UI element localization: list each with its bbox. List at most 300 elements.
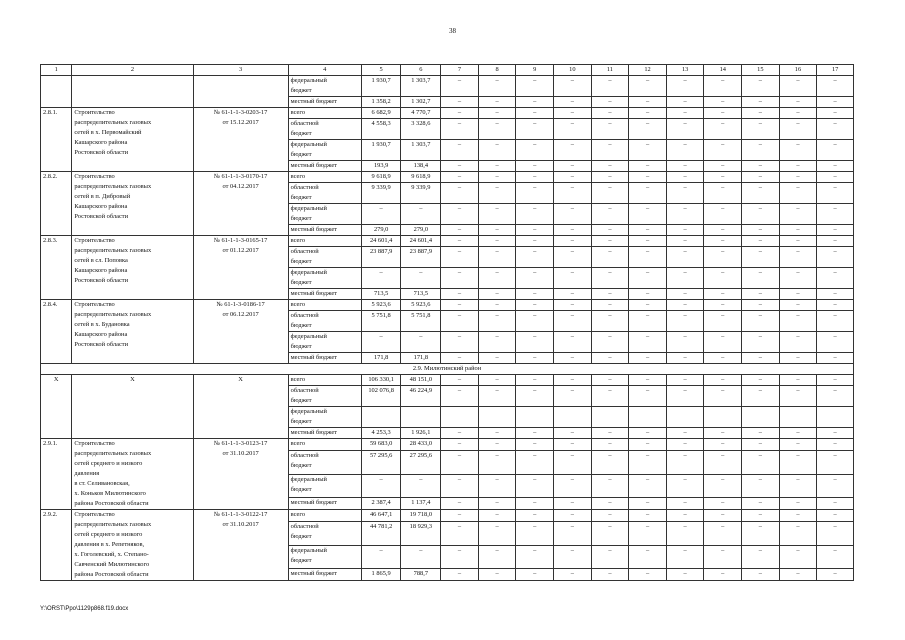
- value-col15: –: [742, 172, 780, 183]
- value-col17: –: [817, 545, 854, 568]
- value-col7: –: [441, 497, 479, 509]
- value-col13: –: [666, 183, 704, 204]
- value-col6: 1 926,1: [401, 428, 441, 439]
- cell-line: распределительных газовых: [74, 311, 152, 318]
- value-col8: –: [478, 451, 516, 474]
- value-col9: –: [516, 108, 554, 119]
- value-col13: –: [666, 119, 704, 140]
- value-col10: –: [554, 332, 592, 353]
- value-col10: –: [554, 225, 592, 236]
- value-col10: –: [554, 289, 592, 300]
- value-col9: –: [516, 522, 554, 545]
- value-col17: –: [817, 428, 854, 439]
- page-number: 38: [449, 27, 456, 35]
- value-col12: –: [629, 311, 667, 332]
- cell-line: областной: [290, 120, 319, 127]
- value-col12: –: [629, 172, 667, 183]
- value-col11: –: [591, 386, 629, 407]
- value-col16: –: [779, 497, 817, 509]
- value-col12: –: [629, 439, 667, 451]
- funding-source: [288, 183, 361, 204]
- value-col9: –: [516, 353, 554, 364]
- value-col10: –: [554, 161, 592, 172]
- cell-line: бюджет: [290, 343, 312, 350]
- value-col14: –: [704, 225, 742, 236]
- value-col7: –: [441, 97, 479, 108]
- value-col5: 24 601,4: [361, 236, 401, 247]
- cell-line: бюджет: [290, 533, 312, 541]
- cell-line: х. Гоголевский, х. Степано-: [74, 551, 149, 558]
- item-name: [72, 236, 193, 300]
- value-col12: –: [629, 568, 667, 580]
- value-col15: –: [742, 289, 780, 300]
- cell-line: всего: [290, 301, 306, 308]
- value-col10: –: [554, 311, 592, 332]
- value-col9: –: [516, 510, 554, 522]
- funding-source: [288, 247, 361, 268]
- value-col7: –: [441, 172, 479, 183]
- value-col13: –: [666, 451, 704, 474]
- value-col9: –: [516, 172, 554, 183]
- cell-line: федеральный: [290, 475, 327, 483]
- funding-source: [288, 289, 361, 300]
- value-col11: –: [591, 439, 629, 451]
- funding-source: [288, 386, 361, 407]
- value-col17: –: [817, 289, 854, 300]
- header-cell: 17: [817, 65, 854, 76]
- value-col12: –: [629, 300, 667, 311]
- value-col9: –: [516, 140, 554, 161]
- value-col5: –: [361, 474, 401, 497]
- value-col5: 171,8: [361, 353, 401, 364]
- value-col7: –: [441, 332, 479, 353]
- cell-line: областной: [290, 248, 319, 255]
- value-col17: –: [817, 140, 854, 161]
- value-col12: –: [629, 497, 667, 509]
- value-col8: –: [478, 300, 516, 311]
- value-col14: –: [704, 332, 742, 353]
- value-col14: –: [704, 289, 742, 300]
- table-row: [41, 76, 854, 97]
- value-col16: –: [779, 76, 817, 97]
- cell-line: местный бюджет: [290, 498, 337, 506]
- funding-source: [288, 172, 361, 183]
- value-col15: –: [742, 510, 780, 522]
- value-col8: –: [478, 428, 516, 439]
- item-code: Х: [41, 375, 72, 439]
- item-code: 2.9.1.: [41, 439, 72, 510]
- value-col8: –: [478, 76, 516, 97]
- value-col16: –: [779, 97, 817, 108]
- item-document: [193, 236, 288, 300]
- value-col10: –: [554, 119, 592, 140]
- value-col6: 3 328,6: [401, 119, 441, 140]
- value-col14: –: [704, 428, 742, 439]
- budget-table: [40, 64, 854, 581]
- value-col13: –: [666, 510, 704, 522]
- value-col8: –: [478, 247, 516, 268]
- value-col16: –: [779, 247, 817, 268]
- value-col8: [478, 407, 516, 428]
- cell-line: бюджет: [290, 87, 312, 94]
- value-col7: –: [441, 204, 479, 225]
- cell-line: Кашарского района: [74, 139, 128, 146]
- header-cell: 16: [779, 65, 817, 76]
- item-document: [193, 172, 288, 236]
- value-col5: [361, 407, 401, 428]
- value-col16: [779, 407, 817, 428]
- value-col15: –: [742, 474, 780, 497]
- value-col8: –: [478, 119, 516, 140]
- value-col13: –: [666, 172, 704, 183]
- header-cell: 14: [704, 65, 742, 76]
- value-col13: –: [666, 386, 704, 407]
- value-col14: –: [704, 97, 742, 108]
- value-col15: –: [742, 204, 780, 225]
- value-col14: –: [704, 375, 742, 386]
- funding-source: [288, 108, 361, 119]
- value-col9: –: [516, 451, 554, 474]
- value-col15: –: [742, 522, 780, 545]
- value-col10: –: [554, 522, 592, 545]
- value-col5: 713,5: [361, 289, 401, 300]
- value-col9: –: [516, 289, 554, 300]
- cell-line: бюджет: [290, 130, 312, 137]
- value-col8: –: [478, 97, 516, 108]
- value-col17: –: [817, 108, 854, 119]
- value-col9: –: [516, 332, 554, 353]
- value-col6: –: [401, 204, 441, 225]
- item-name: [72, 375, 193, 439]
- value-col10: –: [554, 353, 592, 364]
- value-col8: –: [478, 140, 516, 161]
- value-col10: –: [554, 474, 592, 497]
- value-col5: 279,0: [361, 225, 401, 236]
- value-col5: 57 295,6: [361, 451, 401, 474]
- value-col11: –: [591, 172, 629, 183]
- value-col12: –: [629, 332, 667, 353]
- value-col15: –: [742, 97, 780, 108]
- cell-line: х. Коньков Милютинского: [74, 490, 146, 497]
- value-col11: –: [591, 204, 629, 225]
- cell-line: района Ростовской области: [74, 571, 149, 578]
- value-col7: –: [441, 225, 479, 236]
- funding-source: [288, 568, 361, 580]
- value-col7: –: [441, 474, 479, 497]
- value-col14: –: [704, 311, 742, 332]
- funding-source: [288, 545, 361, 568]
- value-col13: –: [666, 439, 704, 451]
- value-col5: 5 923,6: [361, 300, 401, 311]
- value-col13: –: [666, 522, 704, 545]
- cell-line: бюджет: [290, 322, 312, 329]
- value-col12: –: [629, 474, 667, 497]
- item-name: [72, 300, 193, 364]
- value-col9: [516, 407, 554, 428]
- cell-line: бюджет: [290, 462, 312, 470]
- value-col17: –: [817, 353, 854, 364]
- value-col15: –: [742, 353, 780, 364]
- funding-source: [288, 204, 361, 225]
- cell-line: Х: [238, 376, 243, 383]
- value-col16: –: [779, 161, 817, 172]
- cell-line: № 61-1-1-3-0170-17: [213, 173, 268, 180]
- value-col11: –: [591, 451, 629, 474]
- funding-source: [288, 119, 361, 140]
- value-col13: –: [666, 76, 704, 97]
- section-title-row: [41, 364, 854, 375]
- value-col13: –: [666, 225, 704, 236]
- value-col6: 18 929,3: [401, 522, 441, 545]
- value-col13: –: [666, 140, 704, 161]
- value-col17: –: [817, 375, 854, 386]
- value-col7: –: [441, 300, 479, 311]
- value-col12: [629, 407, 667, 428]
- cell-line: федеральный: [290, 546, 327, 554]
- cell-line: № 61-1-1-3-0203-17: [213, 109, 268, 116]
- cell-line: областной: [290, 387, 319, 394]
- section-title: 2.9. Милютинский район: [41, 364, 854, 375]
- value-col10: –: [554, 108, 592, 119]
- value-col6: 23 887,9: [401, 247, 441, 268]
- value-col17: –: [817, 183, 854, 204]
- value-col11: –: [591, 300, 629, 311]
- value-col14: –: [704, 510, 742, 522]
- value-col12: –: [629, 428, 667, 439]
- funding-source: [288, 311, 361, 332]
- value-col15: [742, 407, 780, 428]
- value-col10: –: [554, 451, 592, 474]
- cell-line: всего: [290, 173, 306, 180]
- cell-line: федеральный: [290, 269, 327, 276]
- cell-line: Ростовской области: [74, 341, 129, 348]
- value-col8: –: [478, 375, 516, 386]
- value-col8: –: [478, 225, 516, 236]
- value-col12: –: [629, 451, 667, 474]
- header-cell: 15: [742, 65, 780, 76]
- item-name: [72, 510, 193, 581]
- header-cell: 12: [629, 65, 667, 76]
- value-col5: –: [361, 204, 401, 225]
- value-col7: –: [441, 183, 479, 204]
- cell-line: местный бюджет: [290, 226, 337, 233]
- item-code: 2.8.1.: [41, 108, 72, 172]
- value-col8: –: [478, 108, 516, 119]
- value-col16: –: [779, 204, 817, 225]
- cell-line: от 31.10.2017: [222, 521, 259, 528]
- value-col6: –: [401, 268, 441, 289]
- value-col13: –: [666, 204, 704, 225]
- value-col6: 27 295,6: [401, 451, 441, 474]
- value-col16: –: [779, 268, 817, 289]
- funding-source: [288, 353, 361, 364]
- value-col17: –: [817, 451, 854, 474]
- value-col10: –: [554, 386, 592, 407]
- value-col7: [441, 407, 479, 428]
- value-col6: [401, 407, 441, 428]
- value-col6: –: [401, 474, 441, 497]
- funding-source: [288, 510, 361, 522]
- value-col9: –: [516, 119, 554, 140]
- value-col5: 1 358,2: [361, 97, 401, 108]
- value-col5: 2 387,4: [361, 497, 401, 509]
- value-col7: –: [441, 76, 479, 97]
- cell-line: № 61-1-1-3-0123-17: [213, 440, 268, 447]
- cell-line: № 61-1-3-0186-17: [216, 301, 265, 308]
- value-col17: –: [817, 172, 854, 183]
- value-col8: –: [478, 311, 516, 332]
- value-col12: –: [629, 108, 667, 119]
- header-cell: 6: [401, 65, 441, 76]
- cell-line: бюджет: [290, 194, 312, 201]
- cell-line: Ростовской области: [74, 149, 129, 156]
- item-code: 2.8.2.: [41, 172, 72, 236]
- value-col14: [704, 407, 742, 428]
- value-col17: –: [817, 268, 854, 289]
- value-col6: 1 303,7: [401, 140, 441, 161]
- value-col6: 9 339,9: [401, 183, 441, 204]
- value-col14: –: [704, 119, 742, 140]
- value-col8: –: [478, 204, 516, 225]
- value-col6: 9 618,9: [401, 172, 441, 183]
- value-col13: –: [666, 474, 704, 497]
- value-col13: –: [666, 568, 704, 580]
- value-col6: 1 137,4: [401, 497, 441, 509]
- value-col5: 44 781,2: [361, 522, 401, 545]
- value-col12: –: [629, 225, 667, 236]
- value-col5: 1 865,9: [361, 568, 401, 580]
- value-col7: –: [441, 140, 479, 161]
- cell-line: местный бюджет: [290, 569, 337, 577]
- value-col10: –: [554, 428, 592, 439]
- value-col6: 19 718,0: [401, 510, 441, 522]
- value-col14: –: [704, 268, 742, 289]
- value-col10: –: [554, 183, 592, 204]
- value-col6: 48 151,0: [401, 375, 441, 386]
- value-col13: –: [666, 497, 704, 509]
- value-col16: –: [779, 183, 817, 204]
- funding-source: [288, 439, 361, 451]
- value-col8: –: [478, 522, 516, 545]
- value-col13: –: [666, 236, 704, 247]
- value-col5: 102 076,8: [361, 386, 401, 407]
- item-code: 2.8.4.: [41, 300, 72, 364]
- value-col8: –: [478, 568, 516, 580]
- value-col8: –: [478, 289, 516, 300]
- cell-line: бюджет: [290, 215, 312, 222]
- value-col11: –: [591, 236, 629, 247]
- value-col5: 9 339,9: [361, 183, 401, 204]
- cell-line: федеральный: [290, 77, 327, 84]
- value-col17: [817, 407, 854, 428]
- value-col11: –: [591, 268, 629, 289]
- value-col17: –: [817, 522, 854, 545]
- value-col7: –: [441, 268, 479, 289]
- value-col12: –: [629, 97, 667, 108]
- value-col16: –: [779, 332, 817, 353]
- value-col16: –: [779, 172, 817, 183]
- value-col15: –: [742, 183, 780, 204]
- cell-line: Ростовской области: [74, 277, 129, 284]
- value-col16: –: [779, 140, 817, 161]
- value-col13: –: [666, 161, 704, 172]
- value-col15: –: [742, 161, 780, 172]
- header-cell: 3: [193, 65, 288, 76]
- value-col16: –: [779, 545, 817, 568]
- value-col13: –: [666, 108, 704, 119]
- value-col8: –: [478, 439, 516, 451]
- value-col14: –: [704, 497, 742, 509]
- value-col13: –: [666, 353, 704, 364]
- item-name: [72, 108, 193, 172]
- value-col9: –: [516, 300, 554, 311]
- value-col9: –: [516, 474, 554, 497]
- cell-line: сетей среднего и низкого: [74, 531, 143, 538]
- value-col5: 106 330,1: [361, 375, 401, 386]
- value-col10: –: [554, 204, 592, 225]
- value-col9: –: [516, 386, 554, 407]
- value-col14: –: [704, 172, 742, 183]
- item-name: [72, 439, 193, 510]
- cell-line: всего: [290, 376, 306, 383]
- value-col9: –: [516, 183, 554, 204]
- value-col16: –: [779, 386, 817, 407]
- value-col9: –: [516, 247, 554, 268]
- header-cell: 11: [591, 65, 629, 76]
- cell-line: распределительных газовых: [74, 450, 152, 457]
- value-col17: –: [817, 311, 854, 332]
- value-col16: –: [779, 451, 817, 474]
- value-col13: –: [666, 97, 704, 108]
- table-row: [41, 236, 854, 247]
- funding-source: [288, 300, 361, 311]
- value-col12: –: [629, 545, 667, 568]
- value-col9: –: [516, 225, 554, 236]
- value-col10: –: [554, 568, 592, 580]
- value-col8: –: [478, 474, 516, 497]
- value-col10: –: [554, 247, 592, 268]
- value-col12: –: [629, 161, 667, 172]
- value-col16: –: [779, 568, 817, 580]
- cell-line: областной: [290, 312, 319, 319]
- value-col12: –: [629, 119, 667, 140]
- value-col15: –: [742, 428, 780, 439]
- cell-line: сетей в х. Будановка: [74, 321, 130, 328]
- value-col10: –: [554, 268, 592, 289]
- value-col5: 6 682,9: [361, 108, 401, 119]
- header-cell: 8: [478, 65, 516, 76]
- table-row: [41, 510, 854, 522]
- funding-source: [288, 428, 361, 439]
- cell-line: № 61-1-1-3-0165-17: [213, 237, 268, 244]
- item-document: [193, 439, 288, 510]
- value-col15: –: [742, 268, 780, 289]
- cell-line: Кашарского района: [74, 331, 128, 338]
- value-col16: –: [779, 510, 817, 522]
- value-col8: –: [478, 236, 516, 247]
- value-col15: –: [742, 451, 780, 474]
- value-col8: –: [478, 386, 516, 407]
- cell-line: от 06.12.2017: [222, 311, 259, 318]
- value-col6: 713,5: [401, 289, 441, 300]
- cell-line: бюджет: [290, 258, 312, 265]
- cell-line: Строительство: [74, 440, 115, 447]
- value-col9: –: [516, 204, 554, 225]
- funding-source: [288, 268, 361, 289]
- table-row: [41, 172, 854, 183]
- cell-line: Строительство: [74, 237, 115, 244]
- value-col17: –: [817, 119, 854, 140]
